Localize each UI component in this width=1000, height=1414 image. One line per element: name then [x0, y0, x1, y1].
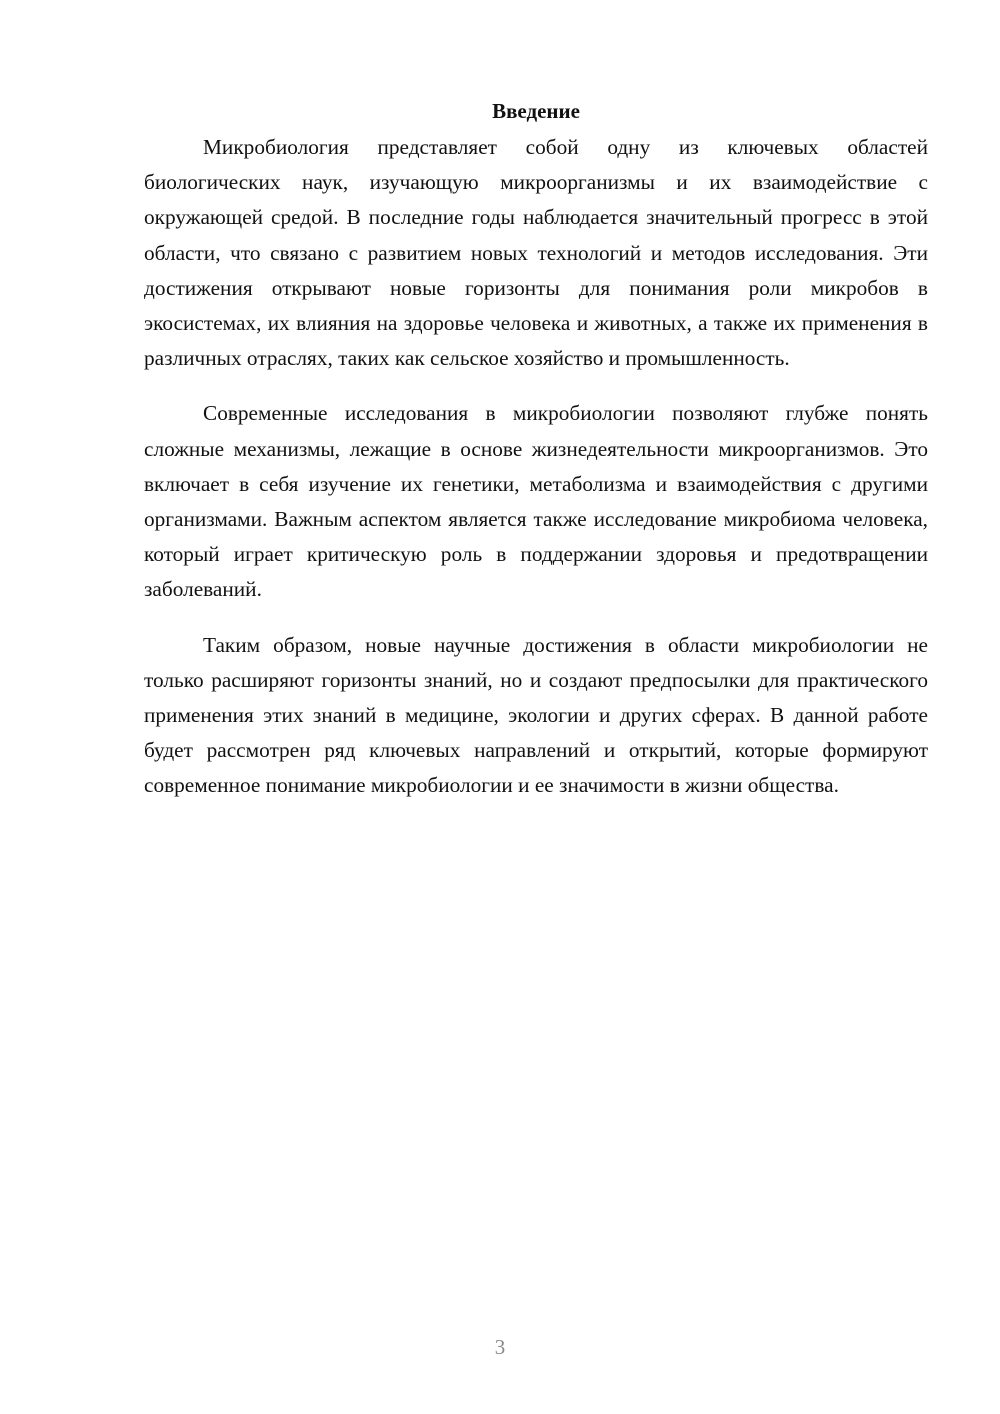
page-content — [144, 96, 928, 824]
section-heading: Введение — [492, 99, 580, 123]
paragraph-research: Современные исследования в микробиологии позволяют глубже понять сложные механизмы, лежащие в основе жизнедеятельности микроорганизмов. Это включает в себя изучение их генетики, метаболизма и взаимодействия с другими организмами. Важным аспектом является также исследование микробиома человека, который играет критическую роль в поддержании здоровья и предотвращении заболеваний. — [144, 401, 928, 602]
paragraph-intro: Микробиология представляет собой одну из ключевых областей биологических наук, изучающую микроорганизмы и их взаимодействие с окружающей средой. В последние годы наблюдается значительный прогресс в этой области, что связано с развитием новых технологий и методов исследования. Эти достижения открывают новые горизонты для понимания роли микробов в экосистемах, их влияния на здоровье человека и животных, а также их применения в различных отраслях, таких как сельское хозяйство и промышленность. — [144, 135, 928, 371]
paragraph-conclusion: Таким образом, новые научные достижения в области микробиологии не только расширяют горизонты знаний, но и создают предпосылки для практического применения этих знаний в медицине, экологии и других сферах. В данной работе будет рассмотрен ряд ключевых направлений и открытий, которые формируют современное понимание микробиологии и ее значимости в жизни общества. — [144, 632, 928, 798]
page-number: 3 — [494, 1335, 506, 1359]
